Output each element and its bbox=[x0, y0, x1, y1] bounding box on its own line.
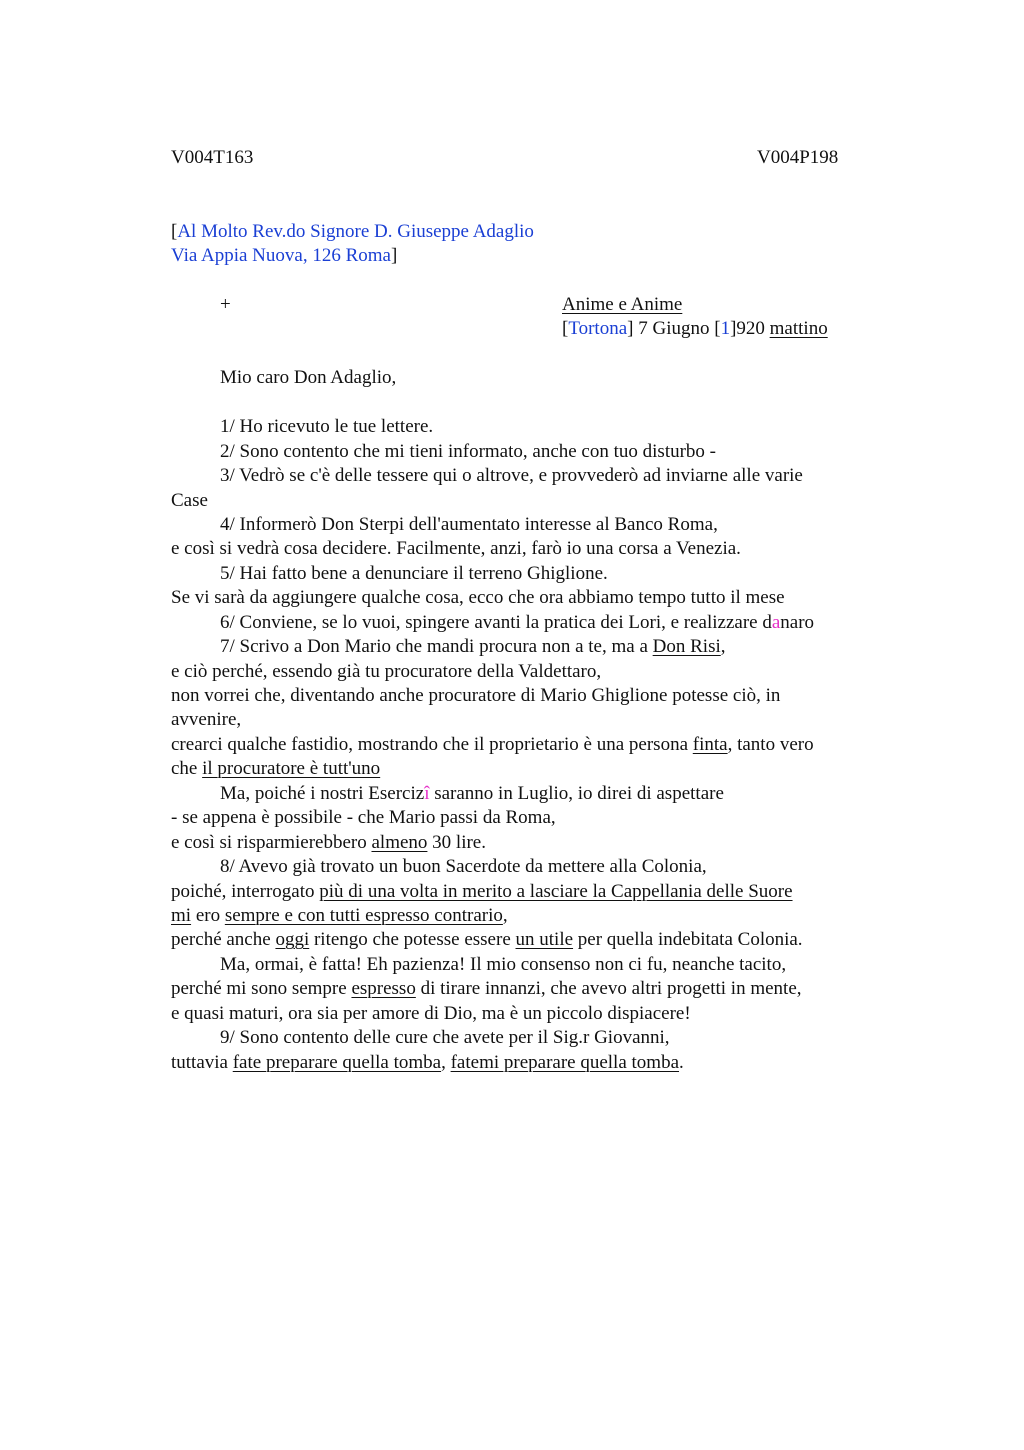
body-line: 3/ Vedrò se c'è delle tessere qui o altrove, e provvederò ad inviarne alle varie bbox=[220, 465, 803, 486]
body-line: e ciò perché, essendo già tu procuratore della Valdettaro, bbox=[171, 661, 602, 682]
body-line: 9/ Sono contento delle cure che avete per il Sig.r Giovanni, bbox=[220, 1027, 670, 1048]
body-line: perché anche oggi ritengo che potesse essere un utile per quella indebitata Colonia. bbox=[171, 929, 803, 950]
body-line: che il procuratore è tutt'uno bbox=[171, 758, 381, 779]
address-recipient: Al Molto Rev.do Signore D. Giuseppe Adaglio bbox=[177, 221, 534, 242]
body-line: 2/ Sono contento che mi tieni informato, anche con tuo disturbo - bbox=[220, 441, 717, 462]
body-line: mi ero sempre e con tutti espresso contrario, bbox=[171, 905, 508, 926]
body-line: crearci qualche fastidio, mostrando che il proprietario è una persona finta, tanto vero bbox=[171, 734, 814, 755]
body-line: 7/ Scrivo a Don Mario che mandi procura non a te, ma a Don Risi, bbox=[220, 636, 726, 657]
document-code-left: V004T163 bbox=[171, 147, 254, 168]
body-line: e quasi maturi, ora sia per amore di Dio, ma è un piccolo dispiacere! bbox=[171, 1003, 691, 1024]
address-line-1: [Al Molto Rev.do Signore D. Giuseppe Adaglio bbox=[171, 221, 534, 242]
salutation: Mio caro Don Adaglio, bbox=[220, 367, 397, 388]
body-line: tuttavia fate preparare quella tomba, fatemi preparare quella tomba. bbox=[171, 1052, 684, 1073]
body-line: 4/ Informerò Don Sterpi dell'aumentato interesse al Banco Roma, bbox=[220, 514, 718, 535]
body-line: 6/ Conviene, se lo vuoi, spingere avanti la pratica dei Lori, e realizzare danaro bbox=[220, 612, 815, 633]
body-line: perché mi sono sempre espresso di tirare innanzi, che avevo altri progetti in mente, bbox=[171, 978, 802, 999]
body-line: Ma, poiché i nostri Esercizî saranno in Luglio, io direi di aspettare bbox=[220, 783, 724, 804]
body-line: 1/ Ho ricevuto le tue lettere. bbox=[220, 416, 434, 437]
body-line: Ma, ormai, è fatta! Eh pazienza! Il mio consenso non ci fu, neanche tacito, bbox=[220, 954, 787, 975]
place-date: [Tortona] 7 Giugno [1]920 mattino bbox=[562, 318, 828, 339]
cross-symbol: + bbox=[220, 294, 231, 315]
body-line: Case bbox=[171, 490, 208, 511]
body-line: e così si risparmierebbero almeno 30 lire. bbox=[171, 832, 486, 853]
body-line: 5/ Hai fatto bene a denunciare il terreno Ghiglione. bbox=[220, 563, 608, 584]
body-line: avvenire, bbox=[171, 709, 242, 730]
address-street: Via Appia Nuova, 126 Roma bbox=[171, 245, 391, 266]
body-line: - se appena è possibile - che Mario passi da Roma, bbox=[171, 807, 556, 828]
time-of-day: mattino bbox=[769, 318, 828, 339]
document-code-right: V004P198 bbox=[757, 147, 839, 168]
address-line-2: Via Appia Nuova, 126 Roma] bbox=[171, 245, 398, 266]
body-line: poiché, interrogato più di una volta in merito a lasciare la Cappellania delle Suore bbox=[171, 881, 793, 902]
motto: Anime e Anime bbox=[562, 294, 683, 315]
body-line: non vorrei che, diventando anche procuratore di Mario Ghiglione potesse ciò, in bbox=[171, 685, 781, 706]
place-name: Tortona bbox=[568, 318, 628, 339]
body-line: Se vi sarà da aggiungere qualche cosa, ecco che ora abbiamo tempo tutto il mese bbox=[171, 587, 785, 608]
body-line: e così si vedrà cosa decidere. Facilmente, anzi, farò io una corsa a Venezia. bbox=[171, 538, 741, 559]
body-line: 8/ Avevo già trovato un buon Sacerdote da mettere alla Colonia, bbox=[220, 856, 707, 877]
